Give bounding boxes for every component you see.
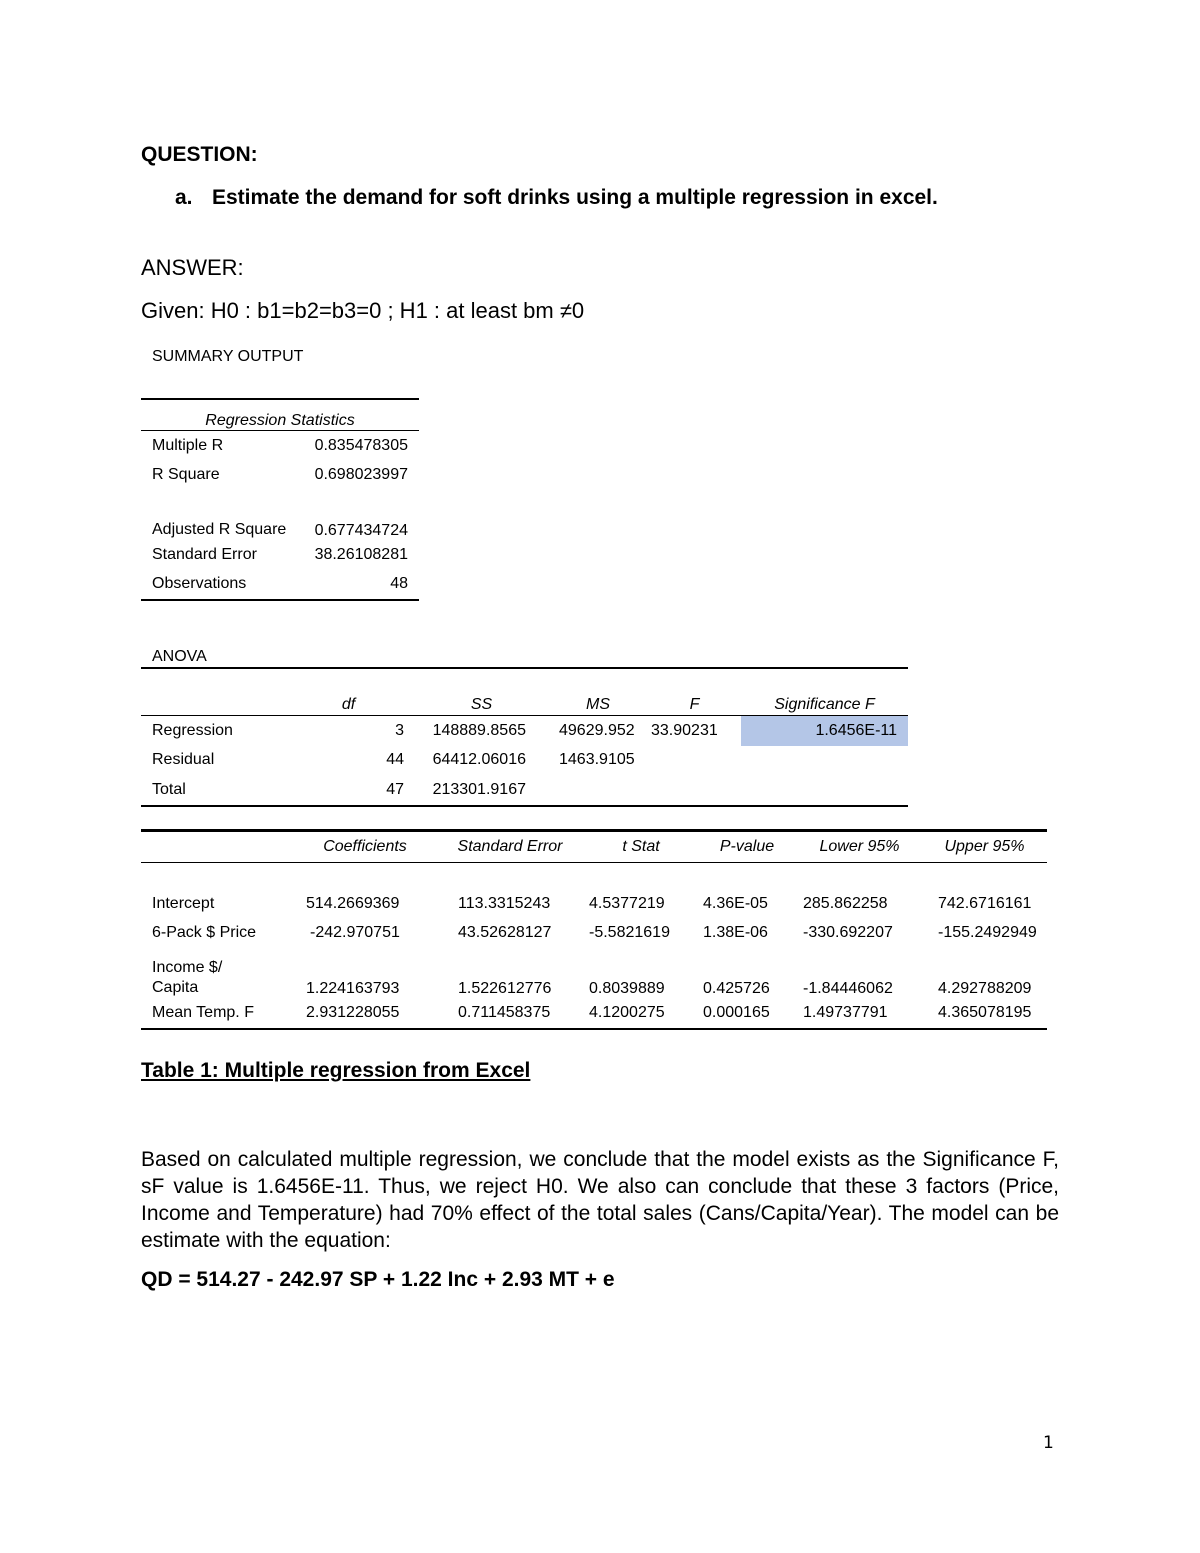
coef-lower: 1.49737791 [803,1003,888,1021]
anova-significance [741,775,908,806]
coef-value: 2.931228055 [306,1003,400,1021]
coef-header-cell: t Stat [585,831,697,863]
table-row [141,998,1047,1029]
stat-label: Standard Error [152,545,257,563]
anova-df: 44 [386,751,404,769]
anova-header-row [141,668,908,716]
spacer-row [141,863,1047,890]
anova-ms: 1463.9105 [559,751,635,769]
table-row [141,570,419,601]
anova-header-cell: Significance F [741,668,908,716]
coef-value: 1.224163793 [306,980,400,997]
table-row [141,540,419,570]
table-row [141,431,419,461]
table-row [141,948,1047,998]
table-row [141,716,908,746]
coef-label: Intercept [152,894,215,912]
coef-label: Mean Temp. F [152,1003,254,1021]
coef-t: 4.1200275 [589,1003,665,1021]
anova-table [141,667,908,807]
coef-lower: -1.84446062 [803,980,893,997]
stat-value: 38.26108281 [314,545,408,563]
coef-header-cell: Coefficients [295,831,435,863]
anova-ss: 64412.06016 [432,751,526,769]
table-caption: Table 1: Multiple regression from Excel [141,1059,531,1082]
coef-se: 43.52628127 [458,924,552,942]
coef-header-row [141,831,1047,863]
page-number: 1 [1043,1433,1054,1453]
coef-upper: 4.292788209 [938,980,1032,997]
coef-label: Income $/ Capita [152,959,223,996]
table-row [141,889,1047,919]
coef-header-cell: Lower 95% [797,831,922,863]
anova-df: 3 [395,721,404,739]
coef-t: 0.8039889 [589,980,665,997]
stat-value: 0.835478305 [314,436,408,454]
hypothesis-statement: Given: H0 : b1=b2=b3=0 ; H1 : at least bm ≠0 [141,298,585,323]
stat-value: 48 [390,575,408,593]
table-row [141,775,908,806]
anova-ss: 148889.8565 [432,721,526,739]
table-row [141,746,908,776]
stat-label: R Square [152,466,220,484]
coef-p: 0.000165 [703,1003,770,1021]
anova-ss: 213301.9167 [432,780,526,798]
coef-t: 4.5377219 [589,894,665,912]
coef-se: 113.3315243 [458,894,551,912]
table-row [141,919,1047,949]
coef-header-cell: P-value [697,831,797,863]
table-row [141,490,419,540]
table-row [141,461,419,491]
anova-label: Regression [152,721,233,739]
anova-f [648,775,741,806]
anova-header-cell: MS [548,668,648,716]
coef-header-cell: Upper 95% [922,831,1047,863]
coef-header-cell [141,831,295,863]
coef-value: 514.2669369 [306,894,400,912]
anova-f: 33.90231 [651,721,718,739]
coef-upper: -155.2492949 [938,924,1037,942]
summary-output-title: SUMMARY OUTPUT [152,348,304,365]
coef-p: 0.425726 [703,980,770,997]
stat-value: 0.677434724 [314,522,408,539]
coef-se: 0.711458375 [458,1003,551,1021]
coefficients-table [141,829,1047,1030]
coef-t: -5.5821619 [589,924,670,942]
anova-header-cell: df [282,668,415,716]
stat-value: 0.698023997 [314,466,408,484]
anova-label: Total [152,780,186,798]
anova-header-cell [141,668,282,716]
anova-header-cell: F [648,668,741,716]
stat-label: Adjusted R Square [152,521,287,538]
anova-df: 47 [386,780,404,798]
anova-significance [741,746,908,776]
regression-statistics-header: Regression Statistics [141,399,419,431]
anova-ms [548,775,648,806]
stat-label: Multiple R [152,436,224,454]
question-item-text: Estimate the demand for soft drinks using a multiple regression in excel. [212,186,938,209]
coef-label: 6-Pack $ Price [152,924,257,942]
coef-value: -242.970751 [310,924,400,942]
coef-upper: 742.6716161 [938,894,1032,912]
anova-f [648,746,741,776]
anova-title: ANOVA [152,648,207,665]
answer-heading: ANSWER: [141,255,244,280]
coef-se: 1.522612776 [458,980,552,997]
stat-label: Observations [152,575,247,593]
coef-header-cell: Standard Error [435,831,585,863]
coef-p: 1.38E-06 [703,924,768,942]
question-item-label: a. [175,186,193,209]
demand-equation: QD = 514.27 - 242.97 SP + 1.22 Inc + 2.93 MT + e [141,1268,615,1291]
regression-statistics-table [141,398,419,601]
coef-lower: -330.692207 [803,924,893,942]
question-item [175,186,938,210]
anova-ms: 49629.952 [559,721,635,739]
coef-p: 4.36E-05 [703,894,768,912]
anova-significance: 1.6456E-11 [741,716,908,746]
conclusion-paragraph: Based on calculated multiple regression, we conclude that the model exists as the Significance F, sF value is 1.6456E-11. Thus, we reject H0. We also can conclude that these 3 factors (Price, Income and Temperature) had 70% effect of the total sales (Cans/Capita/Year). The model can be estimate with the equation: [141,1148,1059,1252]
anova-header-cell: SS [415,668,548,716]
coef-lower: 285.862258 [803,894,888,912]
anova-label: Residual [152,751,215,769]
question-heading: QUESTION: [141,143,258,166]
coef-upper: 4.365078195 [938,1003,1032,1021]
